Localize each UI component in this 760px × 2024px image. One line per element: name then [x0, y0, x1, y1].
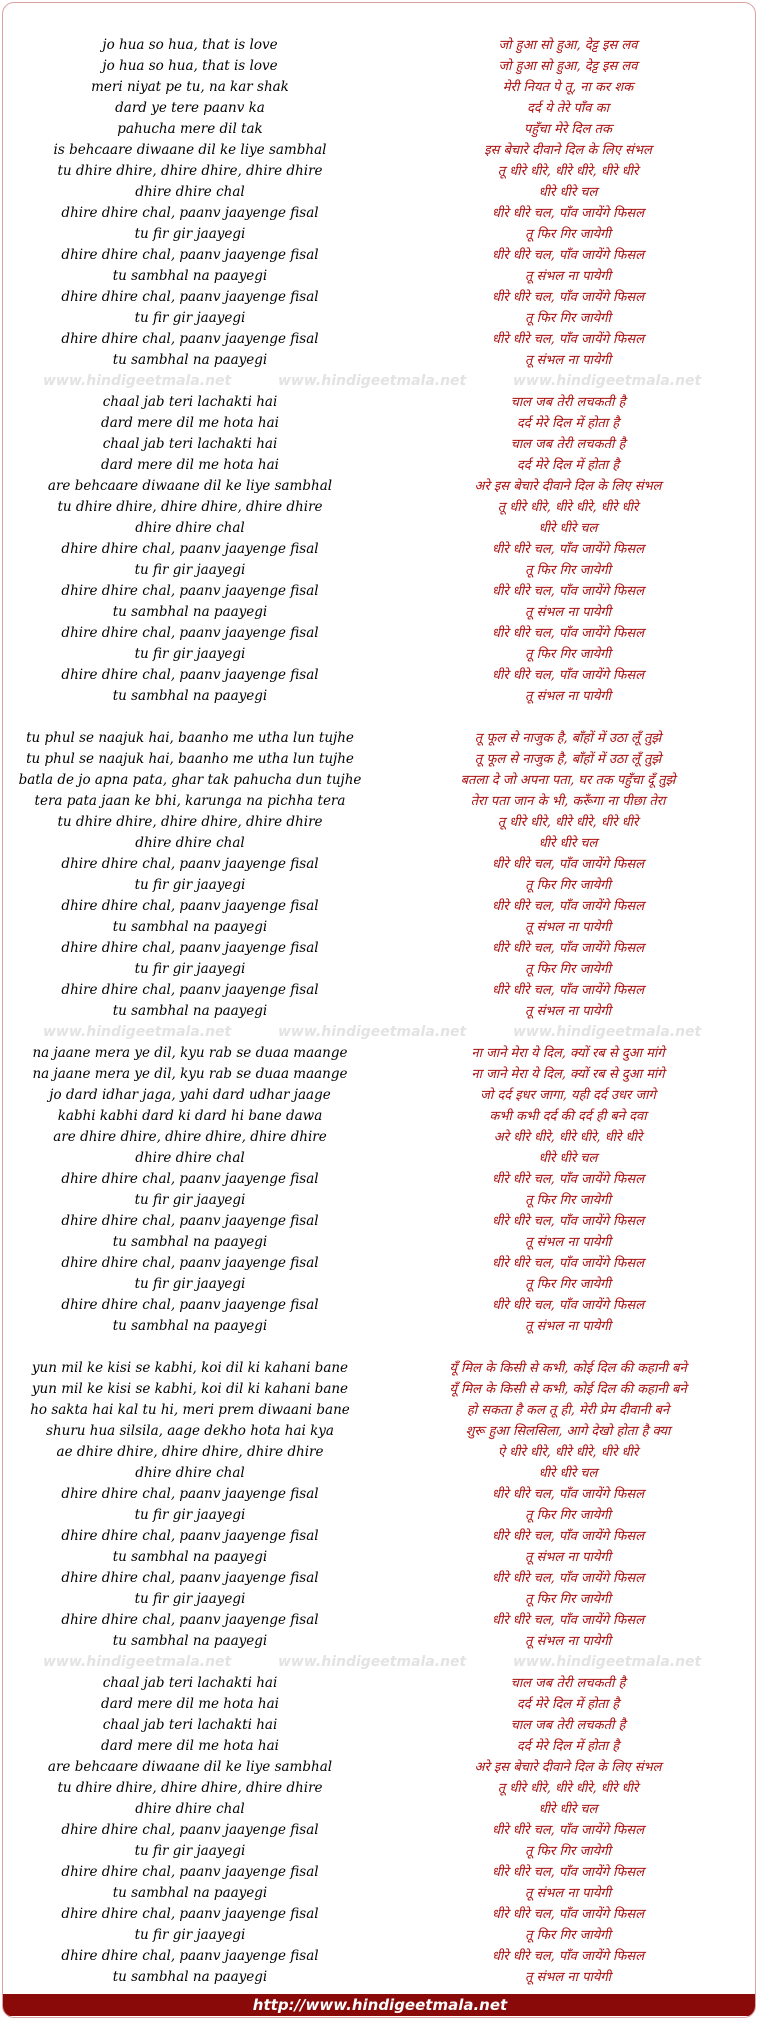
lyric-line: [3, 1589, 756, 1610]
lyric-line: [3, 77, 756, 98]
lyric-line: [3, 287, 756, 308]
lyric-line-hindi: धीरे धीरे चल: [538, 1802, 598, 1817]
lyric-line: [3, 161, 756, 182]
lyric-line-english: batla de jo apna pata, ghar tak pahucha dun tujhe: [18, 772, 362, 788]
lyric-line-hindi: धीरे धीरे चल: [538, 185, 598, 200]
lyric-line-english: tu sambhal na paayegi: [112, 1234, 268, 1250]
lyric-line: [3, 1610, 756, 1631]
lyric-line-hindi: शुरू हुआ सिलसिला, आगे देखो होता है क्या: [465, 1424, 671, 1439]
lyric-line: [3, 980, 756, 1001]
lyric-line-hindi: तेरा पता जान के भी, करूँगा ना पीछा तेरा: [470, 794, 666, 809]
lyric-line-english: tu fir gir jaayegi: [134, 226, 246, 242]
lyric-line: [3, 1421, 756, 1442]
watermark-text: www.hindigeetmala.net: [43, 373, 232, 389]
lyric-line-english: tu sambhal na paayegi: [112, 1885, 268, 1901]
lyric-line: [3, 1715, 756, 1736]
lyric-line-hindi: अरे इस बेचारे दीवाने दिल के लिए संभल: [474, 479, 662, 494]
lyric-line-english: dhire dhire chal: [135, 1150, 245, 1166]
lyric-line-english: shuru hua silsila, aage dekho hota hai kya: [46, 1423, 334, 1439]
lyric-line-english: tu phul se naajuk hai, baanho me utha lun tujhe: [26, 751, 354, 767]
lyric-line-hindi: तू संभल ना पायेगी: [524, 1550, 612, 1565]
lyric-line-english: dhire dhire chal, paanv jaayenge fisal: [61, 1171, 319, 1187]
lyric-line: [3, 1232, 756, 1253]
lyric-line-hindi: धीरे धीरे चल, पाँव जायेंगे फिसल: [491, 1613, 645, 1628]
lyric-line-english: tu fir gir jaayegi: [134, 1843, 246, 1859]
lyric-line-english: tu sambhal na paayegi: [112, 352, 268, 368]
lyric-line-english: tu sambhal na paayegi: [112, 1633, 268, 1649]
lyric-line: [3, 140, 756, 161]
lyric-line-hindi: यूँ मिल के किसी से कभी, कोई दिल की कहानी बने: [449, 1361, 687, 1376]
lyric-line-hindi: धीरे धीरे चल, पाँव जायेंगे फिसल: [491, 1487, 645, 1502]
lyric-line: [3, 581, 756, 602]
lyric-line: [3, 1211, 756, 1232]
lyric-line: [3, 644, 756, 665]
lyric-line-english: kabhi kabhi dard ki dard hi bane dawa: [57, 1108, 323, 1124]
lyric-line-hindi: तू संभल ना पायेगी: [524, 605, 612, 620]
lyric-line-english: tu sambhal na paayegi: [112, 604, 268, 620]
lyric-line-english: dhire dhire chal, paanv jaayenge fisal: [61, 1948, 319, 1964]
lyric-line-english: dhire dhire chal: [135, 520, 245, 536]
lyric-line-hindi: धीरे धीरे चल, पाँव जायेंगे फिसल: [491, 857, 645, 872]
lyric-line: [3, 770, 756, 791]
lyric-line-english: dhire dhire chal, paanv jaayenge fisal: [61, 667, 319, 683]
lyric-line-hindi: अरे धीरे धीरे, धीरे धीरे, धीरे धीरे: [493, 1130, 643, 1145]
lyric-line-english: dard mere dil me hota hai: [101, 415, 279, 431]
lyric-line-hindi: तू फूल से नाजुक है, बाँहों में उठा लूँ तुझे: [474, 731, 662, 746]
lyric-line-hindi: चाल जब तेरी लचकती है: [510, 395, 626, 410]
lyric-line: [3, 392, 756, 413]
lyric-line-hindi: चाल जब तेरी लचकती है: [510, 437, 626, 452]
lyric-line-english: meri niyat pe tu, na kar shak: [91, 79, 289, 95]
lyric-line: [3, 854, 756, 875]
lyric-line-hindi: तू धीरे धीरे, धीरे धीरे, धीरे धीरे: [497, 1781, 639, 1796]
lyric-line-english: chaal jab teri lachakti hai: [102, 436, 278, 452]
lyrics-container: [3, 35, 756, 1988]
lyric-line-english: dhire dhire chal: [135, 1801, 245, 1817]
lyric-line: [3, 1694, 756, 1715]
lyric-line: [3, 35, 756, 56]
lyric-line: [3, 518, 756, 539]
lyric-line-hindi: तू फिर गिर जायेगी: [525, 227, 611, 242]
lyric-line-english: dhire dhire chal, paanv jaayenge fisal: [61, 247, 319, 263]
lyric-line: [3, 1841, 756, 1862]
lyric-line-english: tu fir gir jaayegi: [134, 646, 246, 662]
lyric-line: [3, 203, 756, 224]
lyric-line: [3, 812, 756, 833]
lyric-line-hindi: तू फिर गिर जायेगी: [525, 311, 611, 326]
lyric-line-hindi: धीरे धीरे चल, पाँव जायेंगे फिसल: [491, 899, 645, 914]
lyric-line-hindi: धीरे धीरे चल, पाँव जायेंगे फिसल: [491, 1907, 645, 1922]
watermark-row: [3, 1652, 756, 1673]
lyric-line-english: dhire dhire chal, paanv jaayenge fisal: [61, 1213, 319, 1229]
lyric-line-english: dhire dhire chal, paanv jaayenge fisal: [61, 1486, 319, 1502]
watermark-text: www.hindigeetmala.net: [43, 1024, 232, 1040]
lyric-line-english: tu fir gir jaayegi: [134, 1927, 246, 1943]
lyric-line-english: dhire dhire chal, paanv jaayenge fisal: [61, 1297, 319, 1313]
lyric-line-hindi: धीरे धीरे चल, पाँव जायेंगे फिसल: [491, 206, 645, 221]
lyric-line: [3, 665, 756, 686]
lyric-line-english: dard mere dil me hota hai: [101, 1738, 279, 1754]
lyric-line-hindi: धीरे धीरे चल, पाँव जायेंगे फिसल: [491, 584, 645, 599]
lyric-line-english: tu sambhal na paayegi: [112, 1549, 268, 1565]
lyric-line: [3, 1568, 756, 1589]
lyric-line-hindi: तू संभल ना पायेगी: [524, 353, 612, 368]
lyric-line-english: tu phul se naajuk hai, baanho me utha lun tujhe: [26, 730, 354, 746]
lyric-line: [3, 917, 756, 938]
lyric-line-english: dard ye tere paanv ka: [115, 100, 265, 116]
lyric-line-hindi: धीरे धीरे चल, पाँव जायेंगे फिसल: [491, 1865, 645, 1880]
lyric-line: [3, 182, 756, 203]
lyric-line-hindi: तू फिर गिर जायेगी: [525, 647, 611, 662]
lyric-line-english: dhire dhire chal, paanv jaayenge fisal: [61, 625, 319, 641]
lyric-line-english: dhire dhire chal, paanv jaayenge fisal: [61, 940, 319, 956]
lyric-line-hindi: तू संभल ना पायेगी: [524, 1886, 612, 1901]
lyric-line: [3, 350, 756, 371]
lyric-line-english: jo dard idhar jaga, yahi dard udhar jaage: [49, 1087, 331, 1103]
lyric-line: [3, 1148, 756, 1169]
lyric-line-english: chaal jab teri lachakti hai: [102, 1717, 278, 1733]
lyric-line-hindi: बतला दे जो अपना पता, घर तक पहुँचा दूँ तुझे: [460, 773, 676, 788]
lyric-line: [3, 1799, 756, 1820]
lyric-line: [3, 1085, 756, 1106]
lyric-line-english: tu dhire dhire, dhire dhire, dhire dhire: [57, 499, 323, 515]
lyric-line-english: dhire dhire chal, paanv jaayenge fisal: [61, 1864, 319, 1880]
lyric-line-english: dhire dhire chal, paanv jaayenge fisal: [61, 898, 319, 914]
lyric-line-hindi: पहुँचा मेरे दिल तक: [524, 122, 612, 137]
lyric-line: [3, 833, 756, 854]
lyric-line-english: dhire dhire chal: [135, 1465, 245, 1481]
lyric-line-hindi: ना जाने मेरा ये दिल, क्यों रब से दुआ मांगे: [471, 1067, 665, 1082]
lyric-line: [3, 728, 756, 749]
lyric-line-english: tera pata jaan ke bhi, karunga na pichha tera: [34, 793, 346, 809]
lyric-line: [3, 686, 756, 707]
lyric-line-english: ae dhire dhire, dhire dhire, dhire dhire: [56, 1444, 324, 1460]
watermark-text: www.hindigeetmala.net: [513, 373, 702, 389]
lyric-line-hindi: चाल जब तेरी लचकती है: [510, 1676, 626, 1691]
lyric-line-hindi: तू संभल ना पायेगी: [524, 1970, 612, 1985]
stanza-gap: [3, 1337, 756, 1358]
lyric-line-hindi: धीरे धीरे चल, पाँव जायेंगे फिसल: [491, 1571, 645, 1586]
lyric-line-english: tu sambhal na paayegi: [112, 1003, 268, 1019]
lyric-line: [3, 1169, 756, 1190]
lyric-line-hindi: तू धीरे धीरे, धीरे धीरे, धीरे धीरे: [497, 500, 639, 515]
lyric-line-english: tu dhire dhire, dhire dhire, dhire dhire: [57, 163, 323, 179]
lyric-line-hindi: तू संभल ना पायेगी: [524, 1319, 612, 1334]
lyric-line-english: na jaane mera ye dil, kyu rab se duaa maange: [32, 1045, 348, 1061]
lyric-line: [3, 308, 756, 329]
watermark-row: [3, 1022, 756, 1043]
lyric-line-english: tu sambhal na paayegi: [112, 688, 268, 704]
lyric-line-hindi: धीरे धीरे चल, पाँव जायेंगे फिसल: [491, 983, 645, 998]
lyric-line-english: tu sambhal na paayegi: [112, 268, 268, 284]
lyric-line-english: dard mere dil me hota hai: [101, 1696, 279, 1712]
lyric-line: [3, 1757, 756, 1778]
lyric-line-hindi: तू फिर गिर जायेगी: [525, 1193, 611, 1208]
lyric-line: [3, 1463, 756, 1484]
lyric-line-hindi: धीरे धीरे चल, पाँव जायेंगे फिसल: [491, 941, 645, 956]
lyric-line-hindi: तू संभल ना पायेगी: [524, 1004, 612, 1019]
lyric-line-english: yun mil ke kisi se kabhi, koi dil ki kahani bane: [31, 1360, 349, 1376]
lyric-line: [3, 1967, 756, 1988]
lyric-line: [3, 1190, 756, 1211]
lyric-line-hindi: जो हुआ सो हुआ, देट्ट इस लव: [498, 38, 638, 53]
lyric-line-hindi: दर्द मेरे दिल में होता है: [516, 416, 620, 431]
lyric-line-hindi: धीरे धीरे चल: [538, 1151, 598, 1166]
lyric-line-hindi: धीरे धीरे चल, पाँव जायेंगे फिसल: [491, 1256, 645, 1271]
lyric-line: [3, 1883, 756, 1904]
lyric-line-hindi: जो हुआ सो हुआ, देट्ट इस लव: [498, 59, 638, 74]
lyric-line-english: tu dhire dhire, dhire dhire, dhire dhire: [57, 1780, 323, 1796]
lyric-line: [3, 1358, 756, 1379]
lyric-line: [3, 1484, 756, 1505]
lyric-line-english: dard mere dil me hota hai: [101, 457, 279, 473]
lyric-line: [3, 1127, 756, 1148]
lyric-line: [3, 560, 756, 581]
watermark-text: www.hindigeetmala.net: [278, 1654, 467, 1670]
lyric-line-hindi: धीरे धीरे चल, पाँव जायेंगे फिसल: [491, 248, 645, 263]
lyric-line: [3, 329, 756, 350]
watermark-text: www.hindigeetmala.net: [513, 1024, 702, 1040]
lyric-line: [3, 98, 756, 119]
lyric-line: [3, 1400, 756, 1421]
lyric-line-english: tu sambhal na paayegi: [112, 1318, 268, 1334]
lyric-line: [3, 749, 756, 770]
lyric-line: [3, 539, 756, 560]
lyric-line-hindi: धीरे धीरे चल, पाँव जायेंगे फिसल: [491, 626, 645, 641]
lyric-line-english: are behcaare diwaane dil ke liye sambhal: [47, 1759, 333, 1775]
lyric-line-hindi: तू धीरे धीरे, धीरे धीरे, धीरे धीरे: [497, 164, 639, 179]
lyric-line: [3, 455, 756, 476]
lyric-line-hindi: तू फिर गिर जायेगी: [525, 1508, 611, 1523]
lyric-line: [3, 1106, 756, 1127]
lyric-line-hindi: तू फिर गिर जायेगी: [525, 1277, 611, 1292]
lyric-line: [3, 1904, 756, 1925]
lyric-line: [3, 224, 756, 245]
lyric-line-hindi: हो सकता है कल तू ही, मेरी प्रेम दीवानी बने: [466, 1403, 670, 1418]
lyric-line-english: ho sakta hai kal tu hi, meri prem diwaani bane: [30, 1402, 350, 1418]
lyric-line-hindi: चाल जब तेरी लचकती है: [510, 1718, 626, 1733]
lyric-line-hindi: धीरे धीरे चल, पाँव जायेंगे फिसल: [491, 1172, 645, 1187]
watermark-row: [3, 371, 756, 392]
lyric-line: [3, 1064, 756, 1085]
lyric-line-english: chaal jab teri lachakti hai: [102, 1675, 278, 1691]
lyric-line-hindi: तू फूल से नाजुक है, बाँहों में उठा लूँ तुझे: [474, 752, 662, 767]
lyric-line: [3, 959, 756, 980]
lyric-line: [3, 413, 756, 434]
lyric-line-english: dhire dhire chal, paanv jaayenge fisal: [61, 205, 319, 221]
lyric-line-english: tu sambhal na paayegi: [112, 1969, 268, 1985]
lyric-line-hindi: धीरे धीरे चल, पाँव जायेंगे फिसल: [491, 1949, 645, 1964]
lyric-line-hindi: तू फिर गिर जायेगी: [525, 1592, 611, 1607]
lyric-line-hindi: तू फिर गिर जायेगी: [525, 563, 611, 578]
lyric-line: [3, 1043, 756, 1064]
lyric-line-hindi: धीरे धीरे चल: [538, 521, 598, 536]
lyric-line: [3, 1925, 756, 1946]
lyric-line: [3, 119, 756, 140]
lyric-line-english: dhire dhire chal, paanv jaayenge fisal: [61, 1612, 319, 1628]
lyric-line-english: tu fir gir jaayegi: [134, 1276, 246, 1292]
lyric-line-hindi: धीरे धीरे चल, पाँव जायेंगे फिसल: [491, 1298, 645, 1313]
lyric-line-english: dhire dhire chal: [135, 835, 245, 851]
lyric-line-hindi: दर्द मेरे दिल में होता है: [516, 458, 620, 473]
lyric-line: [3, 1673, 756, 1694]
lyric-line-english: pahucha mere dil tak: [117, 121, 263, 137]
lyric-line-hindi: कभी कभी दर्द की दर्द ही बने दवा: [489, 1109, 647, 1124]
lyric-line-english: dhire dhire chal, paanv jaayenge fisal: [61, 1528, 319, 1544]
lyric-line-hindi: तू धीरे धीरे, धीरे धीरे, धीरे धीरे: [497, 815, 639, 830]
lyric-line-english: tu fir gir jaayegi: [134, 1591, 246, 1607]
lyric-line-hindi: तू फिर गिर जायेगी: [525, 1928, 611, 1943]
lyric-line-english: jo hua so hua, that is love: [102, 37, 278, 53]
lyric-line-english: are behcaare diwaane dil ke liye sambhal: [47, 478, 333, 494]
lyric-line-english: tu fir gir jaayegi: [134, 877, 246, 893]
lyric-line-hindi: धीरे धीरे चल: [538, 1466, 598, 1481]
lyric-line-hindi: तू संभल ना पायेगी: [524, 689, 612, 704]
lyric-line: [3, 1946, 756, 1967]
lyric-line-hindi: तू फिर गिर जायेगी: [525, 878, 611, 893]
lyric-line: [3, 1547, 756, 1568]
lyric-line: [3, 896, 756, 917]
lyric-line-english: tu fir gir jaayegi: [134, 1192, 246, 1208]
lyric-line-english: tu fir gir jaayegi: [134, 310, 246, 326]
lyric-line: [3, 602, 756, 623]
lyric-line-english: are dhire dhire, dhire dhire, dhire dhire: [53, 1129, 327, 1145]
stanza-gap: [3, 707, 756, 728]
lyric-line: [3, 623, 756, 644]
lyric-line: [3, 938, 756, 959]
lyric-line: [3, 497, 756, 518]
lyric-line: [3, 1001, 756, 1022]
watermark-text: www.hindigeetmala.net: [513, 1654, 702, 1670]
lyric-line-english: dhire dhire chal, paanv jaayenge fisal: [61, 1822, 319, 1838]
lyric-line-hindi: तू संभल ना पायेगी: [524, 1634, 612, 1649]
lyric-line: [3, 1274, 756, 1295]
lyric-line: [3, 1526, 756, 1547]
lyric-line: [3, 1631, 756, 1652]
lyric-line-hindi: धीरे धीरे चल: [538, 836, 598, 851]
lyric-line-hindi: तू फिर गिर जायेगी: [525, 962, 611, 977]
lyric-line-english: dhire dhire chal, paanv jaayenge fisal: [61, 982, 319, 998]
watermark-text: www.hindigeetmala.net: [43, 1654, 232, 1670]
lyric-line-hindi: ऐ धीरे धीरे, धीरे धीरे, धीरे धीरे: [497, 1445, 639, 1460]
lyric-line: [3, 875, 756, 896]
lyric-line-hindi: धीरे धीरे चल, पाँव जायेंगे फिसल: [491, 1214, 645, 1229]
lyric-line-english: tu sambhal na paayegi: [112, 919, 268, 935]
lyric-line-english: yun mil ke kisi se kabhi, koi dil ki kahani bane: [31, 1381, 349, 1397]
lyric-line-english: dhire dhire chal, paanv jaayenge fisal: [61, 1906, 319, 1922]
lyric-line: [3, 1505, 756, 1526]
footer-url[interactable]: http://www.hindigeetmala.net: [252, 1996, 508, 2014]
lyric-line-english: is behcaare diwaane dil ke liye sambhal: [53, 142, 327, 158]
lyric-line-hindi: यूँ मिल के किसी से कभी, कोई दिल की कहानी बने: [449, 1382, 687, 1397]
lyric-line-hindi: अरे इस बेचारे दीवाने दिल के लिए संभल: [474, 1760, 662, 1775]
lyric-line-english: dhire dhire chal, paanv jaayenge fisal: [61, 541, 319, 557]
lyric-line: [3, 1778, 756, 1799]
lyric-line-hindi: धीरे धीरे चल, पाँव जायेंगे फिसल: [491, 290, 645, 305]
lyric-line: [3, 1379, 756, 1400]
lyric-line: [3, 1295, 756, 1316]
lyric-line-english: dhire dhire chal, paanv jaayenge fisal: [61, 1255, 319, 1271]
lyric-line-english: chaal jab teri lachakti hai: [102, 394, 278, 410]
lyric-line-hindi: धीरे धीरे चल, पाँव जायेंगे फिसल: [491, 542, 645, 557]
lyric-line-english: dhire dhire chal, paanv jaayenge fisal: [61, 289, 319, 305]
lyric-line-english: tu fir gir jaayegi: [134, 961, 246, 977]
watermark-text: www.hindigeetmala.net: [278, 1024, 467, 1040]
lyric-line: [3, 266, 756, 287]
lyric-line-hindi: धीरे धीरे चल, पाँव जायेंगे फिसल: [491, 1823, 645, 1838]
footer-bar: [3, 1994, 756, 2016]
lyric-line: [3, 56, 756, 77]
lyrics-card: [2, 2, 756, 2018]
lyric-line-english: dhire dhire chal, paanv jaayenge fisal: [61, 856, 319, 872]
lyric-line-hindi: तू संभल ना पायेगी: [524, 920, 612, 935]
lyric-line-hindi: धीरे धीरे चल, पाँव जायेंगे फिसल: [491, 332, 645, 347]
lyric-line-hindi: ना जाने मेरा ये दिल, क्यों रब से दुआ मांगे: [471, 1046, 665, 1061]
lyric-line: [3, 1442, 756, 1463]
lyric-line-english: dhire dhire chal, paanv jaayenge fisal: [61, 1570, 319, 1586]
lyric-line-hindi: दर्द मेरे दिल में होता है: [516, 1697, 620, 1712]
lyric-line-english: tu fir gir jaayegi: [134, 1507, 246, 1523]
lyric-line-english: dhire dhire chal: [135, 184, 245, 200]
lyric-line-english: tu fir gir jaayegi: [134, 562, 246, 578]
watermark-text: www.hindigeetmala.net: [278, 373, 467, 389]
lyric-line-english: dhire dhire chal, paanv jaayenge fisal: [61, 583, 319, 599]
lyric-line: [3, 1316, 756, 1337]
lyric-line: [3, 1736, 756, 1757]
lyric-line-hindi: दर्द ये तेरे पाँव का: [527, 101, 609, 116]
lyric-line: [3, 1820, 756, 1841]
lyric-line-english: tu dhire dhire, dhire dhire, dhire dhire: [57, 814, 323, 830]
lyric-line-english: dhire dhire chal, paanv jaayenge fisal: [61, 331, 319, 347]
lyric-line-hindi: इस बेचारे दीवाने दिल के लिए संभल: [484, 143, 652, 158]
lyric-line-hindi: तू संभल ना पायेगी: [524, 1235, 612, 1250]
lyric-line-hindi: धीरे धीरे चल, पाँव जायेंगे फिसल: [491, 668, 645, 683]
lyric-line-hindi: धीरे धीरे चल, पाँव जायेंगे फिसल: [491, 1529, 645, 1544]
lyric-line: [3, 476, 756, 497]
lyric-line: [3, 245, 756, 266]
lyric-line-hindi: मेरी नियत पे तू, ना कर शक: [502, 80, 634, 95]
lyric-line-english: na jaane mera ye dil, kyu rab se duaa maange: [32, 1066, 348, 1082]
lyric-line: [3, 791, 756, 812]
lyric-line-hindi: तू संभल ना पायेगी: [524, 269, 612, 284]
lyric-line-hindi: जो दर्द इधर जागा, यही दर्द उधर जागे: [480, 1088, 656, 1103]
lyric-line-hindi: दर्द मेरे दिल में होता है: [516, 1739, 620, 1754]
lyric-line: [3, 1862, 756, 1883]
lyric-line-english: jo hua so hua, that is love: [102, 58, 278, 74]
lyric-line: [3, 1253, 756, 1274]
lyric-line-hindi: तू फिर गिर जायेगी: [525, 1844, 611, 1859]
lyric-line: [3, 434, 756, 455]
